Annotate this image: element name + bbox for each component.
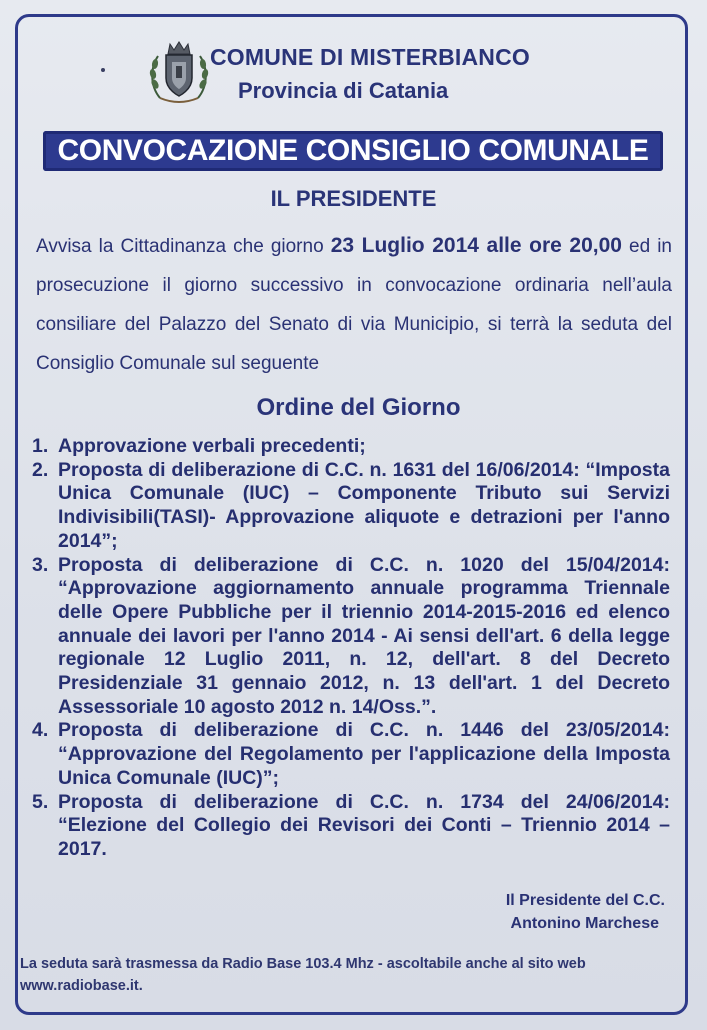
municipality-name: COMUNE DI MISTERBIANCO [210,44,531,70]
municipality-header [146,40,566,106]
agenda-item [32,459,670,554]
notice-intro [36,226,672,383]
agenda-item-text: Proposta di deliberazione di C.C. n. 1631 del 16/06/2014: “Imposta Unica Comunale (IUC) – Componente Tributo sui Servizi Indivisibili(TASI)- Approvazione aliquote e detrazioni per l'anno 2014”; [58,458,670,552]
agenda-item [32,435,670,459]
intro-text-end: ed in prosecuzione il giorno successivo in convocazione ordinaria nell’aula consiliare del Palazzo del Senato di via Municipio, si terrà la seduta del Consiglio Comunale sul seguente [36,236,672,374]
agenda-list [32,435,670,862]
agenda-item [32,554,670,720]
province-name: Provincia di Catania [238,78,449,103]
meeting-date: 23 Luglio 2014 alle ore 20,00 [330,234,622,257]
agenda-item-number: 1. [32,435,49,457]
signature-block [506,889,665,935]
agenda-item-number: 3. [32,553,49,576]
agenda-item-number: 2. [32,458,49,481]
agenda-item-text: Approvazione verbali precedenti; [58,435,366,457]
agenda-item-text: Proposta di deliberazione di C.C. n. 1734 del 24/06/2014: “Elezione del Collegio dei Revisori dei Conti – Triennio 2014 – 2017. [58,790,670,860]
agenda-item-number: 5. [32,790,49,813]
signatory-name: Antonino Marchese [510,915,659,932]
signatory-role: Il Presidente del C.C. [505,892,665,909]
president-heading: IL PRESIDENTE [270,186,437,211]
municipal-crest-icon [146,40,212,106]
agenda-item-number: 4. [32,719,49,742]
agenda-item [32,719,670,790]
agenda-item-text: Proposta di deliberazione di C.C. n. 1020 del 15/04/2014: “Approvazione aggiornamento annuale programma Triennale delle Opere Pubbliche per il triennio 2014-2015-2016 ed elenco annuale dei lavori per l'anno 2014 - Ai sensi dell'art. 6 della legge regionale 12 Luglio 2011, n. 12, dell'art. 8 del Decreto Presidenziale 31 gennaio 2012, n. 13 dell'art. 1 del Decreto Assessoriale 10 agosto 2012 n. 14/Oss.”. [58,553,670,718]
intro-text-start: Avvisa la Cittadinanza che giorno [36,236,331,257]
broadcast-note: La seduta sarà trasmessa da Radio Base 103.4 Mhz - ascoltabile anche al sito web www.radiobase.it. [20,956,586,994]
agenda-item-text: Proposta di deliberazione di C.C. n. 1446 del 23/05/2014: “Approvazione del Regolamento per l'applicazione della Imposta Unica Comunale (IUC)”; [58,719,670,789]
paper-speck [101,68,105,72]
convocation-banner: CONVOCAZIONE CONSIGLIO COMUNALE [43,131,663,171]
agenda-item [32,791,670,862]
agenda-title: Ordine del Giorno [256,394,461,421]
